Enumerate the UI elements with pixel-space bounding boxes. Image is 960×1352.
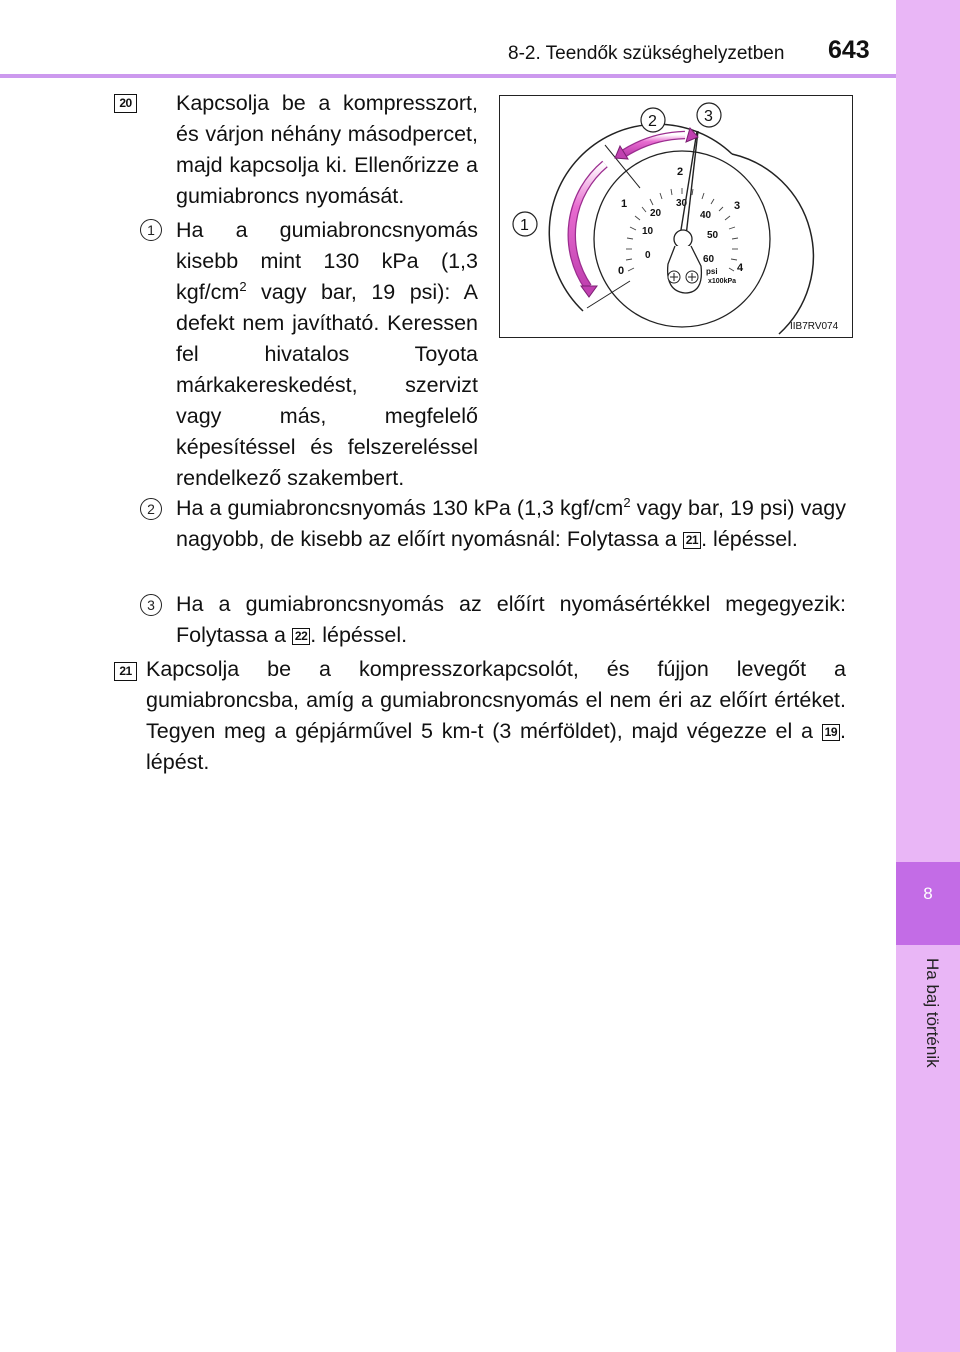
substep-text: Ha a gumiabroncsnyomás 130 kPa (1,3 kgf/$cm^2$ vagy bar, 19 psi) vagy nagyobb, de kisebb az előírt nyomásnál: Folytassa a 21 . lépéssel. [176, 494, 846, 551]
substep-text: Ha a gumiabroncsnyomás az előírt nyomásértékkel megegyezik: Folytassa a 22 . lépéssel. [176, 592, 846, 647]
svg-text:30: 30 [676, 198, 688, 209]
svg-text:60: 60 [703, 254, 715, 265]
svg-text:3: 3 [734, 200, 741, 212]
page-number: 643 [828, 36, 870, 64]
pressure-gauge-illustration [500, 96, 852, 337]
pressure-gauge-figure [499, 95, 853, 338]
step-text: Kapcsolja be a kompresszort, és várjon néhány másodpercet, majd kapcsolja ki. Ellenőrizze a gumiabroncs nyomását. [176, 91, 478, 208]
chapter-title: Ha baj történik [923, 958, 942, 1068]
svg-text:4: 4 [737, 262, 744, 274]
step-text: Kapcsolja be a kompresszorkapcsolót, és fújjon levegőt a gumiabroncsba, amíg a gumiabroncsnyomás el nem éri az előírt értéket. Tegyen meg a gépjárművel 5 km-t (3 mérföldet), majd végezze el a 19 . lépést. [146, 657, 846, 774]
header-rule [0, 74, 896, 78]
svg-text:0: 0 [618, 265, 625, 277]
circled-number: 2 [140, 498, 162, 520]
substep-text: Ha a gumiabroncsnyomás kisebb mint 130 kPa (1,3 kgf/$cm^2$ vagy bar, 19 psi): A defekt nem javítható. Keressen fel hivatalos Toyota márkakereskedést, szervizt vagy más, megfelelő képesítéssel és felszereléssel rendelkező szakembert. [176, 218, 478, 490]
svg-text:IIB7RV074: IIB7RV074 [790, 321, 839, 332]
step-reference-box: 19 [822, 724, 840, 741]
running-header: 8-2. Teendők szükséghelyzetben [508, 43, 785, 64]
step-number-box: 21 [114, 662, 137, 681]
step-reference-box: 21 [683, 532, 701, 549]
circled-number: 1 [140, 219, 162, 241]
step-reference-box: 22 [292, 628, 310, 645]
svg-text:1: 1 [621, 198, 628, 210]
svg-text:1: 1 [520, 217, 529, 234]
svg-text:x100kPa: x100kPa [708, 278, 737, 285]
step-number-box: 20 [114, 94, 137, 113]
svg-text:0: 0 [645, 250, 651, 261]
svg-text:2: 2 [677, 166, 684, 178]
circled-number: 3 [140, 594, 162, 616]
svg-text:40: 40 [700, 210, 712, 221]
svg-text:2: 2 [648, 113, 657, 130]
chapter-number: 8 [923, 884, 933, 903]
svg-text:50: 50 [707, 230, 719, 241]
svg-text:20: 20 [650, 208, 662, 219]
svg-text:10: 10 [642, 226, 654, 237]
svg-text:psi: psi [706, 267, 718, 276]
chapter-side-tab [896, 0, 960, 1352]
svg-text:3: 3 [704, 108, 713, 125]
